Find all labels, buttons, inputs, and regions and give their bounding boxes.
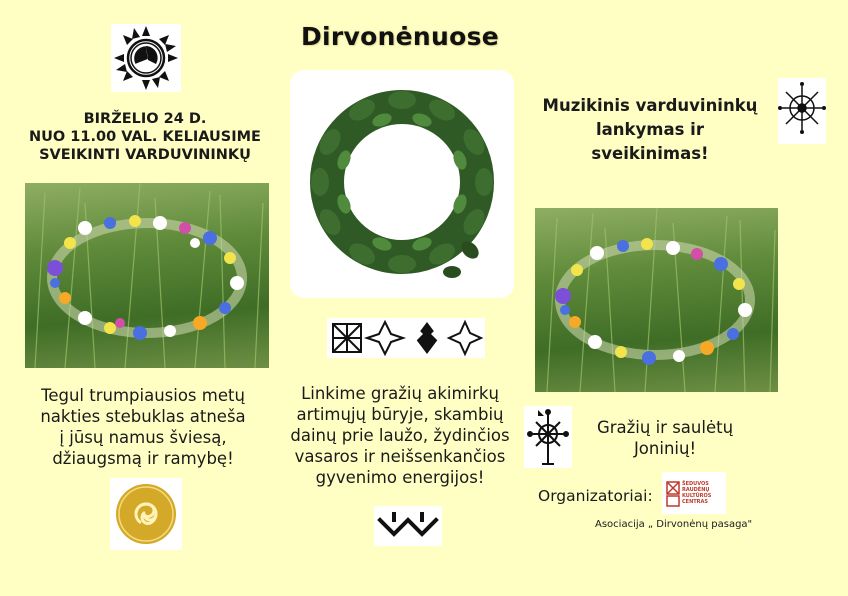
wish-mid-line: gyvenimo energijos!	[315, 468, 485, 487]
wish-left-line: nakties stebuklas atneša	[40, 407, 246, 426]
wish-text-middle	[270, 383, 530, 488]
wish-mid-line: vasaros ir neišsenkančios	[294, 447, 506, 466]
folk-zigzag-icon	[374, 506, 442, 546]
flower-wreath-photo-left	[25, 183, 269, 368]
purpose-line: SVEIKINTI VARDUVININKŲ	[39, 147, 251, 163]
golden-spiral-icon	[110, 478, 182, 550]
logo-line: KULTŪROS	[682, 493, 712, 499]
organizers-label: Organizatoriai:	[538, 487, 653, 505]
page-title: Dirvonėnuose	[300, 22, 500, 51]
event-date-block	[20, 110, 270, 164]
iron-cross-icon	[524, 406, 572, 468]
folk-pattern-icon	[327, 318, 485, 358]
wish-mid-line: Linkime gražių akimirkų	[301, 384, 499, 403]
wish-left-line: į jūsų namus šviesą,	[59, 428, 227, 447]
time-line: NUO 11.00 VAL. KELIAUSIME	[29, 129, 261, 145]
sun-symbol-icon	[111, 24, 181, 92]
oak-wreath-icon	[290, 70, 514, 298]
wish-left-line: Tegul trumpiausios metų	[41, 386, 245, 405]
music-line-2: lankymas ir	[596, 120, 704, 139]
music-visit-block	[515, 94, 785, 166]
wish-text-right	[575, 417, 755, 459]
music-line-1: Muzikinis varduvininkų	[542, 96, 758, 115]
music-line-3: sveikinimas!	[591, 144, 709, 163]
wish-text-left	[18, 385, 268, 469]
culture-center-logo	[662, 472, 726, 514]
association-name: Asociacija „ Dirvonėnų pasaga"	[595, 519, 753, 530]
flower-wreath-photo-right	[535, 208, 778, 392]
wish-left-line: džiaugsmą ir ramybę!	[52, 449, 234, 468]
date-line: BIRŽELIO 24 D.	[83, 111, 207, 127]
star-wheel-icon	[778, 78, 826, 144]
wish-right-line: Gražių ir saulėtų	[596, 418, 734, 437]
logo-line: CENTRAS	[682, 499, 709, 505]
logo-line: ŠEDUVOS	[682, 481, 709, 487]
wish-right-line: Joninių!	[633, 439, 697, 458]
logo-line: RAUDĖNŲ	[682, 487, 710, 493]
wish-mid-line: dainų prie laužo, žydinčios	[290, 426, 510, 445]
wish-mid-line: artimųjų būryje, skambių	[296, 405, 504, 424]
